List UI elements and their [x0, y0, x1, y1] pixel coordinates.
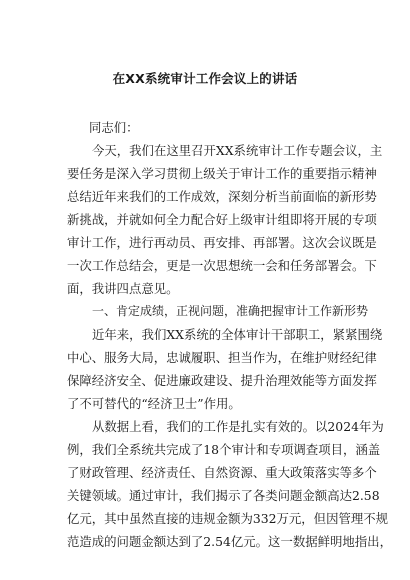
- paragraph-line: 例，我们全系统共完成了18个审计和专项调查项目，涵盖: [67, 442, 381, 457]
- paragraph-line: 一次工作总结会，更是一次思想统一会和任务部署会。下: [67, 258, 377, 273]
- paragraph-line: 要任务是深入学习贯彻上级关于审计工作的重要指示精神: [67, 166, 377, 181]
- document-body: [67, 116, 392, 553]
- paragraph-line: 新挑战，并就如何全力配合好上级审计组即将开展的专项: [67, 212, 377, 227]
- paragraph-line: 范造成的问题金额达到了2.54亿元。这一数据鲜明地指出，: [67, 534, 392, 549]
- paragraph-line: 总结近年来我们的工作成效，深刻分析当前面临的新形势: [67, 189, 377, 204]
- paragraph-line: 了财政管理、经济责任、自然资源、重大政策落实等多个: [67, 465, 377, 480]
- paragraph-line: 中心、服务大局，忠诚履职、担当作为，在维护财经纪律: [67, 350, 377, 365]
- paragraph-line: 关键领域。通过审计，我们揭示了各类问题金额高达2.58: [67, 488, 380, 503]
- paragraph-line: 保障经济安全、促进廉政建设、提升治理效能等方面发挥: [67, 373, 377, 388]
- paragraph-line: 面，我讲四点意见。: [67, 281, 179, 296]
- paragraph-line: 近年来，我们XX系统的全体审计干部职工，紧紧围绕: [92, 327, 383, 342]
- salutation: 同志们：: [89, 120, 139, 135]
- paragraph-line: 今天，我们在这里召开XX系统审计工作专题会议，主: [92, 143, 383, 158]
- section-heading: 一、肯定成绩，正视问题，准确把握审计工作新形势: [92, 304, 369, 318]
- paragraph-line: 了不可替代的“经济卫士”作用。: [67, 396, 241, 411]
- paragraph-line: 审计工作，进行再动员、再安排、再部署。这次会议既是: [67, 235, 377, 250]
- document-title: 在XX系统审计工作会议上的讲话: [112, 71, 298, 86]
- paragraph-line: 亿元，其中虽然直接的违规金额为332万元，但因管理不规: [67, 511, 389, 526]
- paragraph-line: 从数据上看，我们的工作是扎实有效的。以2024年为: [92, 419, 384, 434]
